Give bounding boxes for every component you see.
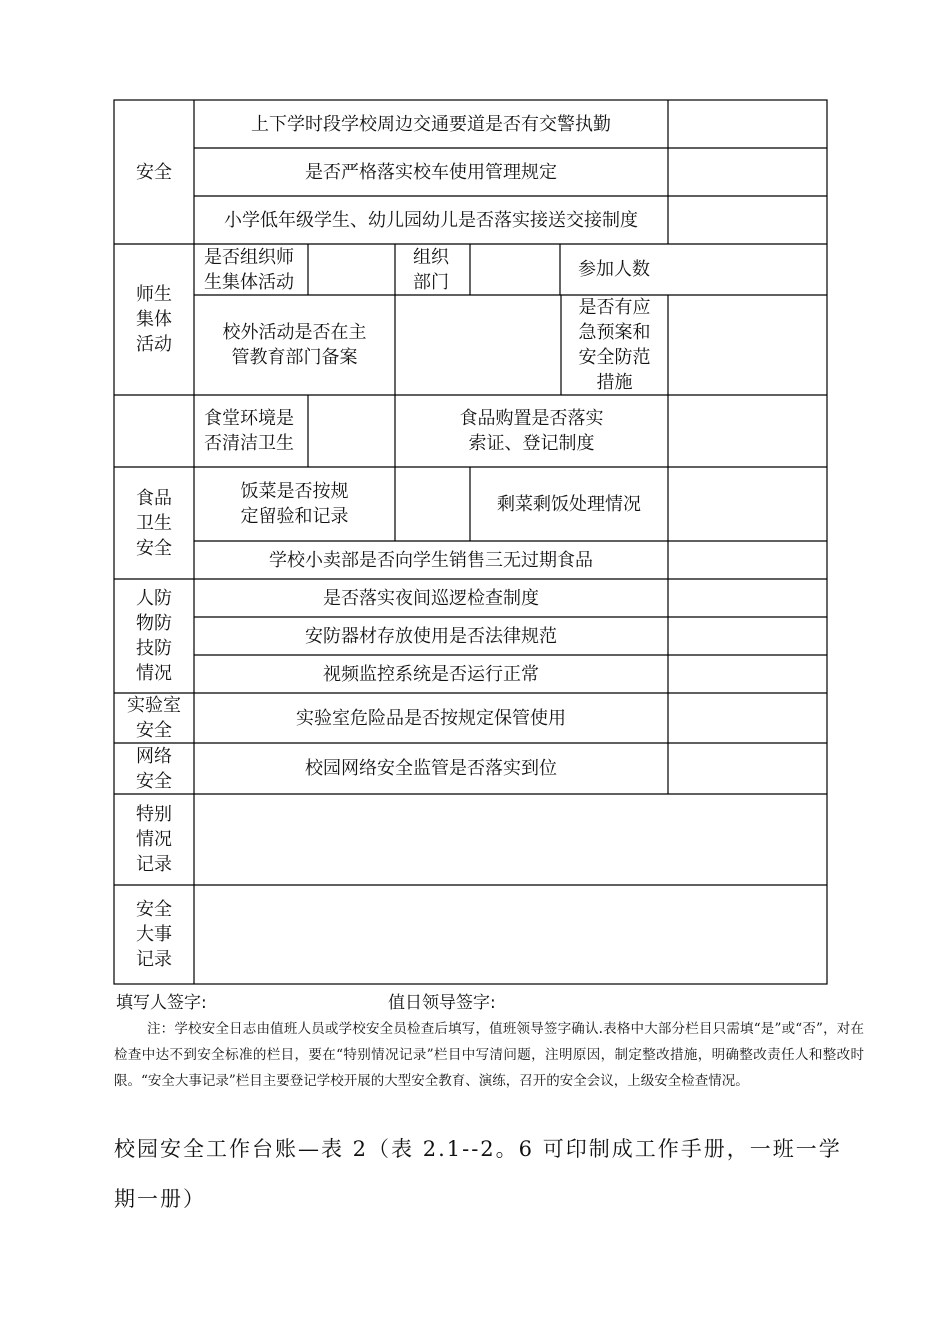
food-header: 食品 卫生 安全 [136, 487, 172, 559]
food-header-blank [114, 395, 194, 467]
leader-signature-label: 值日领导签字: [388, 993, 496, 1013]
defense-equipment-answer[interactable] [668, 617, 827, 655]
activity-plan-question: 是否有应 急预案和 安全防范 措施 [578, 297, 651, 393]
major-events-header: 安全 大事 记录 [136, 899, 172, 970]
ledger-title: 校园安全工作台账—表 2（表 2.1--2。6 可印制成工作手册，一班一学期一册） [114, 1137, 842, 1211]
special-record-header: 特别 情况 记录 [136, 804, 172, 875]
network-supervision-answer[interactable] [668, 743, 827, 794]
activity-organize-question: 是否组织师 生集体活动 [204, 246, 294, 293]
food-leftover-answer[interactable] [668, 467, 827, 541]
food-purchase-answer[interactable] [668, 395, 827, 467]
food-canteen-answer[interactable] [308, 395, 395, 467]
major-events-field[interactable] [194, 885, 827, 984]
defense-header: 人防 物防 技防 情况 [136, 588, 172, 684]
activity-participants-answer[interactable] [668, 244, 827, 295]
activity-filing-question: 校外活动是否在主 管教育部门备案 [222, 322, 367, 368]
safety-traffic-police-answer[interactable] [668, 100, 827, 148]
food-canteen-question: 食堂环境是 否清洁卫生 [204, 408, 294, 454]
lab-hazard-answer[interactable] [668, 693, 827, 743]
safety-school-bus-answer[interactable] [668, 148, 827, 196]
lab-hazard-question: 实验室危险品是否按规定保管使用 [296, 707, 566, 729]
activity-organize-answer[interactable] [308, 244, 395, 295]
defense-monitoring-question: 视频监控系统是否运行正常 [323, 663, 539, 685]
food-sample-answer[interactable] [395, 467, 470, 541]
safety-pickup-handover-answer[interactable] [668, 196, 827, 244]
food-sample-question: 饭菜是否按规 定留验和记录 [240, 481, 349, 527]
activity-filing-answer[interactable] [395, 295, 561, 395]
food-shop-question: 学校小卖部是否向学生销售三无过期食品 [269, 549, 593, 571]
special-record-field[interactable] [194, 794, 827, 885]
network-header: 网络 安全 [136, 745, 172, 792]
defense-patrol-question: 是否落实夜间巡逻检查制度 [323, 587, 539, 609]
safety-traffic-police-question: 上下学时段学校周边交通要道是否有交警执勤 [251, 113, 611, 135]
activity-plan-answer[interactable] [668, 295, 827, 395]
network-supervision-question: 校园网络安全监管是否落实到位 [305, 758, 557, 779]
lab-header: 实验室 安全 [127, 695, 181, 741]
defense-monitoring-answer[interactable] [668, 655, 827, 693]
activity-dept-answer[interactable] [470, 244, 560, 295]
safety-pickup-handover-question: 小学低年级学生、幼儿园幼儿是否落实接送交接制度 [224, 209, 638, 231]
activity-dept-label: 组织 部门 [413, 246, 449, 293]
defense-equipment-question: 安防器材存放使用是否法律规范 [305, 625, 557, 647]
activity-participants-label: 参加人数 [578, 259, 650, 280]
activity-header: 师生 集体 活动 [136, 284, 172, 355]
food-shop-answer[interactable] [668, 541, 827, 579]
safety-school-bus-question: 是否严格落实校车使用管理规定 [305, 161, 557, 183]
defense-patrol-answer[interactable] [668, 579, 827, 617]
food-purchase-question: 食品购置是否落实 索证、登记制度 [459, 408, 604, 454]
safety-header: 安全 [136, 161, 172, 183]
filler-signature-label: 填写人签字: [116, 993, 207, 1013]
food-leftover-question: 剩菜剩饭处理情况 [497, 493, 641, 515]
note-paragraph: 注：学校安全日志由值班人员或学校安全员检查后填写，值班领导签字确认.表格中大部分栏目只需填“是”或“否”，对在检查中达不到安全标准的栏目，要在“特别情况记录”栏目中写清问题，注明原因，制定整改措施，明确整改责任人和整改时限。“安全大事记录”栏目主要登记学校开展的大型安全教育、演练，召开的安全会议，上级安全检查情况。 [114, 1021, 864, 1089]
